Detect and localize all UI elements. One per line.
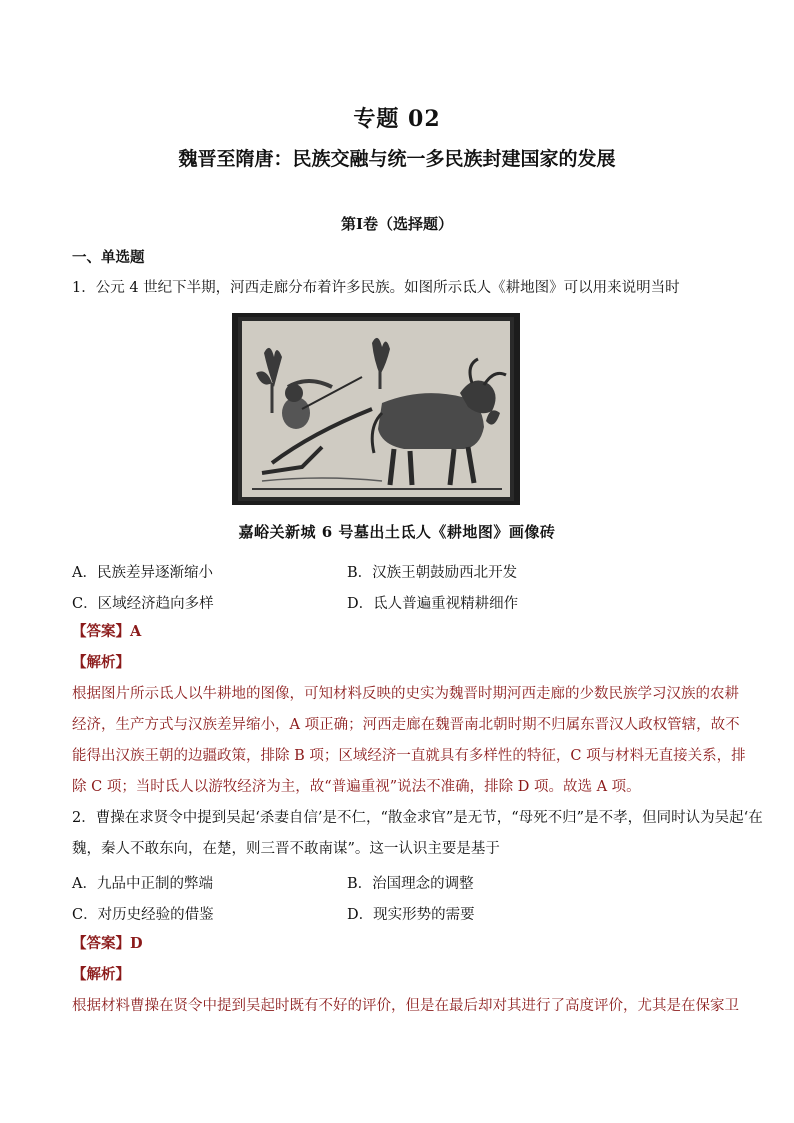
q2-stem-line: 2．曹操在求贤令中提到吴起‘杀妻自信’是不仁，“散金求官”是无节，“母死不归”是不孝，但同时认为吴起‘在 [72, 810, 763, 826]
q2-option-a: A．九品中正制的弊端 [72, 876, 213, 892]
q1-analysis-label: 【解析】 [72, 654, 130, 671]
q1-option-a: A．民族差异逐渐缩小 [72, 565, 213, 581]
q1-analysis-line: 能得出汉族王朝的边疆政策，排除 B 项；区域经济一直就具有多样性的特征，C 项与材料无直接关系，排 [72, 748, 746, 764]
q1-analysis-line: 经济，生产方式与汉族差异缩小，A 项正确；河西走廊在魏晋南北朝时期不归属东晋汉人政权管辖，故不 [72, 717, 740, 733]
volume-title: 第Ⅰ卷（选择题） [340, 215, 454, 233]
q2-analysis-label: 【解析】 [72, 966, 130, 983]
q2-option-b: B．治国理念的调整 [347, 876, 474, 892]
q1-stem: 1．公元 4 世纪下半期，河西走廊分布着许多民族。如图所示氐人《耕地图》可以用来说明当时 [72, 280, 680, 296]
section-title: 一、单选题 [72, 249, 145, 266]
q2-option-d: D．现实形势的需要 [347, 907, 475, 923]
q2-stem-line: 魏，秦人不敢东向，在楚，则三晋不敢南谋”。这一认识主要是基于 [72, 841, 500, 857]
q1-analysis-line: 除 C 项；当时氐人以游牧经济为主，故“普遍重视”说法不准确，排除 D 项。故选 A 项。 [72, 779, 641, 795]
q2-analysis-line: 根据材料曹操在贤令中提到吴起时既有不好的评价，但是在最后却对其进行了高度评价，尤其是在保家卫 [72, 998, 739, 1014]
q1-option-c: C．区域经济趋向多样 [72, 596, 214, 612]
page-subtitle: 魏晋至隋唐：民族交融与统一多民族封建国家的发展 [178, 148, 616, 170]
q1-figure-caption: 嘉峪关新城 6 号墓出土氐人《耕地图》画像砖 [238, 523, 556, 541]
q1-figure-ox-plowing-image [232, 313, 520, 505]
q2-answer: 【答案】D [72, 935, 143, 952]
q1-answer: 【答案】A [72, 623, 142, 640]
q1-option-b: B．汉族王朝鼓励西北开发 [347, 565, 518, 581]
q1-option-d: D．氐人普遍重视精耕细作 [347, 596, 519, 612]
q2-option-c: C．对历史经验的借鉴 [72, 907, 214, 923]
q1-analysis-line: 根据图片所示氐人以牛耕地的图像，可知材料反映的史实为魏晋时期河西走廊的少数民族学习汉族的农耕 [72, 686, 739, 702]
page-title: 专题 02 [353, 106, 441, 132]
